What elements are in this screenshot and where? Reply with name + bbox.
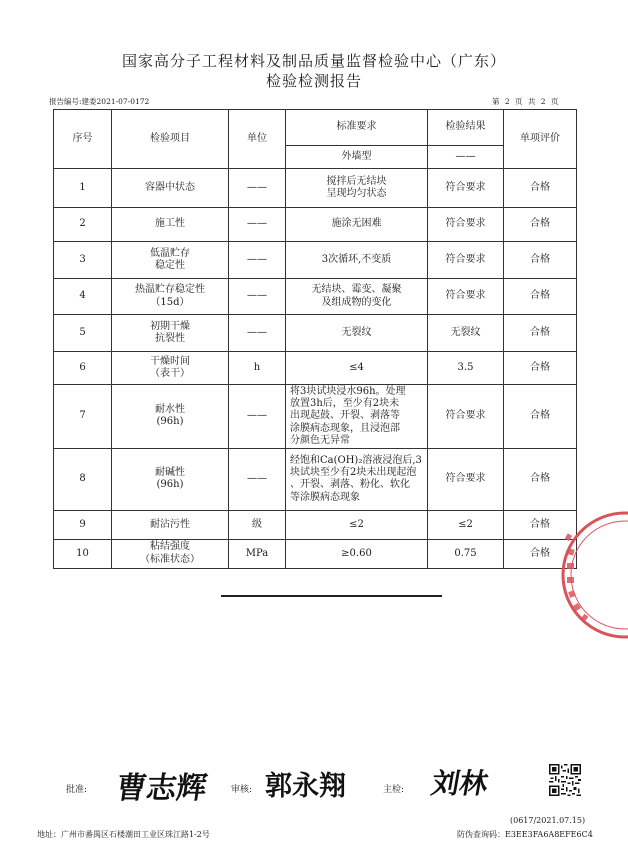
evaluation: 合格 xyxy=(504,385,577,449)
test-result: 符合要求 xyxy=(428,208,504,242)
unit: h xyxy=(229,352,286,385)
approve-signature: 曹志辉 xyxy=(114,771,209,806)
standard-requirement-line: 分颜色无异常 xyxy=(290,434,350,446)
test-item xyxy=(112,385,229,449)
standard-requirement-line: ≤4 xyxy=(349,361,364,373)
evaluation: 合格 xyxy=(504,315,577,352)
test-item-line: 容器中状态 xyxy=(145,181,195,193)
header-seq: 序号 xyxy=(54,110,112,169)
standard-requirement-line: 及组成物的变化 xyxy=(321,296,392,308)
standard-requirement-line: 经饱和Ca(OH)₂溶液浸泡后,3 xyxy=(290,455,422,467)
footer-address: 地址：广州市番禺区石楼潮田工业区珠江路1-2号 xyxy=(37,830,210,839)
row-number: 10 xyxy=(54,539,112,568)
test-result: 符合要求 xyxy=(428,279,504,315)
test-item-line: （标准状态） xyxy=(140,553,200,565)
test-item-line: 干燥时间 xyxy=(150,355,190,367)
header-item: 检验项目 xyxy=(112,110,229,169)
test-item-line: 抗裂性 xyxy=(155,333,185,344)
inspect-signature: 刘林 xyxy=(428,767,491,800)
standard-requirement xyxy=(286,208,428,242)
evaluation: 合格 xyxy=(504,169,577,208)
standard-requirement xyxy=(286,169,428,208)
evaluation: 合格 xyxy=(504,510,577,539)
header-unit: 单位 xyxy=(229,110,286,169)
test-item xyxy=(112,208,229,242)
header-standard-sub: 外墙型 xyxy=(286,146,428,169)
test-result: 符合要求 xyxy=(428,385,504,449)
table-row xyxy=(54,242,577,279)
test-result: 0.75 xyxy=(428,539,504,568)
evaluation: 合格 xyxy=(504,448,577,510)
test-item-line: 耐碱性 xyxy=(155,466,185,478)
test-item xyxy=(112,539,229,568)
test-result: 3.5 xyxy=(428,352,504,385)
unit: 级 xyxy=(229,510,286,539)
standard-requirement-line: 搅拌后无结块 xyxy=(326,175,387,187)
table-row xyxy=(54,448,577,510)
standard-requirement xyxy=(286,242,428,279)
test-item xyxy=(112,510,229,539)
stamp-ring xyxy=(563,513,628,637)
test-item-line: 热温贮存稳定性 xyxy=(135,284,205,295)
row-number: 9 xyxy=(54,510,112,539)
table-row xyxy=(54,315,577,352)
row-number: 6 xyxy=(54,352,112,385)
test-item-line: (96h) xyxy=(156,416,184,428)
test-item-line: (96h) xyxy=(156,479,184,491)
report-code: (0617/2021.07.15) xyxy=(510,816,586,825)
header-result-sub: —— xyxy=(428,146,504,169)
test-item-line: 粘结强度 xyxy=(150,541,190,553)
row-number: 8 xyxy=(54,448,112,510)
standard-requirement-line: 出现起鼓、开裂、剥落等 xyxy=(290,410,400,422)
test-item xyxy=(112,242,229,279)
test-item-line: （15d） xyxy=(150,296,190,308)
row-number: 1 xyxy=(54,169,112,208)
table-row xyxy=(54,352,577,385)
header-result: 检验结果 xyxy=(428,110,504,146)
row-number: 5 xyxy=(54,315,112,352)
evaluation: 合格 xyxy=(504,279,577,315)
review-signature: 郭永翔 xyxy=(265,771,346,802)
evaluation: 合格 xyxy=(504,242,577,279)
test-item xyxy=(112,279,229,315)
standard-requirement-line: ≥0.60 xyxy=(341,547,372,559)
unit: —— xyxy=(229,279,286,315)
test-item-line: 初期干燥 xyxy=(150,320,190,332)
standard-requirement-line: ≤2 xyxy=(349,518,364,530)
unit: MPa xyxy=(229,539,286,568)
evaluation: 合格 xyxy=(504,208,577,242)
standard-requirement-line: 无裂纹 xyxy=(341,326,372,338)
review-label: 审核: xyxy=(231,785,253,795)
test-item-line: （表干） xyxy=(150,368,190,379)
test-result: 符合要求 xyxy=(428,448,504,510)
standard-requirement xyxy=(286,385,428,449)
approve-label: 批准: xyxy=(66,785,88,795)
standard-requirement-line: 块试块至少有2块未出现起泡 xyxy=(290,467,417,479)
standard-requirement-line: 施涂无困难 xyxy=(331,218,382,230)
evaluation: 合格 xyxy=(504,539,577,568)
standard-requirement xyxy=(286,448,428,510)
unit: —— xyxy=(229,448,286,510)
standard-requirement xyxy=(286,539,428,568)
report-number: 报告编号:建委2021-07-0172 xyxy=(49,97,150,106)
standard-requirement-line: 、开裂、剥落、粉化、软化 xyxy=(290,479,410,491)
standard-requirement-line: 呈现均匀状态 xyxy=(326,188,387,199)
row-number: 4 xyxy=(54,279,112,315)
test-result: 无裂纹 xyxy=(428,315,504,352)
page-number: 第 2 页 共 2 页 xyxy=(492,97,559,106)
test-item-line: 低温贮存 xyxy=(150,247,190,259)
test-result: 符合要求 xyxy=(428,169,504,208)
test-item-line: 稳定性 xyxy=(155,260,185,271)
official-stamp xyxy=(555,505,628,645)
row-number: 2 xyxy=(54,208,112,242)
unit: —— xyxy=(229,169,286,208)
report-title-line2: 检验检测报告 xyxy=(265,72,362,90)
evaluation: 合格 xyxy=(504,352,577,385)
test-item-line: 施工性 xyxy=(155,218,185,230)
inspect-label: 主检: xyxy=(383,785,405,795)
standard-requirement-line: 放置3h后，至少有2块未 xyxy=(290,398,400,410)
test-item-line: 耐沾污性 xyxy=(150,518,190,530)
test-item xyxy=(112,169,229,208)
standard-requirement-line: 3次循环,不变质 xyxy=(321,253,392,265)
table-row xyxy=(54,385,577,449)
anti-fake-code: 防伪查询码：E3EE3FA6A8EFE6C4 xyxy=(457,830,593,839)
standard-requirement-line: 无结块、霉变、凝聚 xyxy=(311,284,402,295)
test-item xyxy=(112,448,229,510)
table-row xyxy=(54,279,577,315)
test-result: 符合要求 xyxy=(428,242,504,279)
standard-requirement xyxy=(286,510,428,539)
standard-requirement-line: 等涂膜病态现象 xyxy=(290,491,360,503)
unit: —— xyxy=(229,315,286,352)
unit: —— xyxy=(229,385,286,449)
table-end-rule xyxy=(221,595,442,597)
row-number: 7 xyxy=(54,385,112,449)
qr-code-icon xyxy=(549,764,581,796)
test-item-line: 耐水性 xyxy=(155,403,185,415)
table-row xyxy=(54,169,577,208)
table-row xyxy=(54,510,577,539)
standard-requirement-line: 将3块试块浸水96h。处理 xyxy=(290,386,406,397)
standard-requirement xyxy=(286,315,428,352)
unit: —— xyxy=(229,242,286,279)
test-result: ≤2 xyxy=(428,510,504,539)
row-number: 3 xyxy=(54,242,112,279)
inspection-table xyxy=(53,109,577,569)
standard-requirement xyxy=(286,279,428,315)
table-row xyxy=(54,208,577,242)
standard-requirement-line: 涂膜病态现象，且浸泡部 xyxy=(290,422,400,434)
header-standard: 标准要求 xyxy=(286,110,428,146)
standard-requirement xyxy=(286,352,428,385)
test-item xyxy=(112,315,229,352)
table-row xyxy=(54,539,577,568)
report-title-line1: 国家高分子工程材料及制品质量监督检验中心（广东） xyxy=(121,52,506,70)
test-item xyxy=(112,352,229,385)
header-evaluation: 单项评价 xyxy=(504,110,577,169)
unit: —— xyxy=(229,208,286,242)
